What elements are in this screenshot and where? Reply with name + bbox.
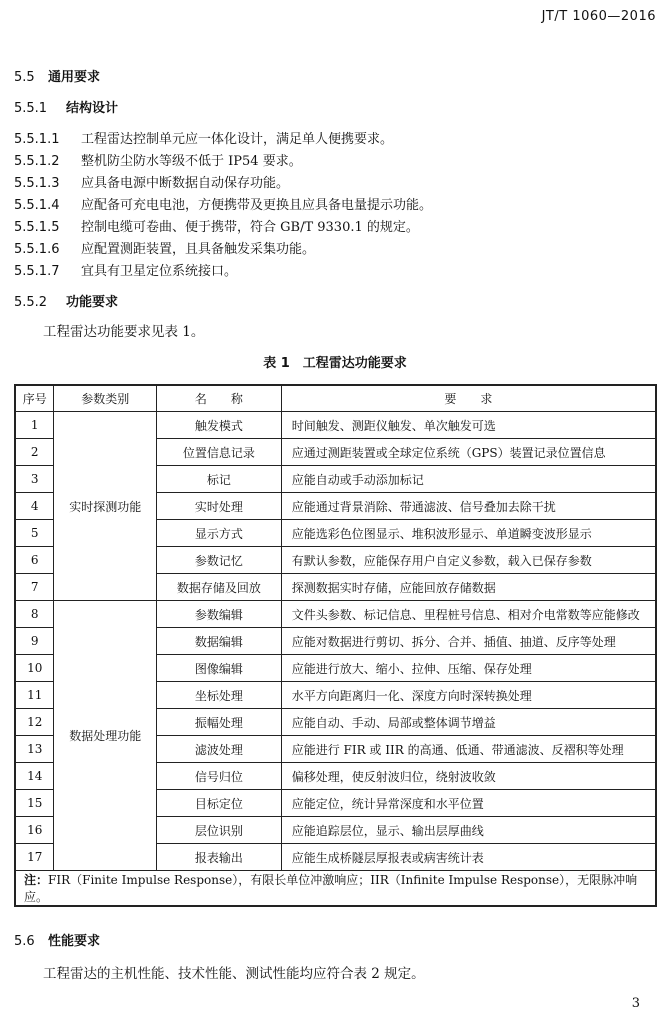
clause-number: 5.5.1.5: [14, 220, 60, 235]
section-title: 性能要求: [48, 934, 101, 949]
clause-5-5-1-5: [14, 216, 419, 235]
clause-number: 5.5.1.1: [14, 132, 60, 147]
name-cell: 坐标处理: [157, 682, 282, 709]
section-5-5-heading: [14, 66, 100, 85]
seq-cell: 16: [15, 817, 54, 844]
seq-cell: 2: [15, 439, 54, 466]
table-note: [15, 871, 656, 907]
section-5-6-heading: [14, 930, 100, 949]
requirement-cell: 应能对数据进行剪切、拆分、合并、插值、抽道、反序等处理: [281, 628, 656, 655]
section-5-5-2-heading: [14, 291, 118, 310]
seq-cell: 15: [15, 790, 54, 817]
table-header-row: [15, 385, 656, 412]
table-caption: 表 1 工程雷达功能要求: [263, 356, 407, 371]
requirement-cell: 探测数据实时存储，应能回放存储数据: [281, 574, 656, 601]
name-cell: 信号归位: [157, 763, 282, 790]
section-5-5-1-heading: [14, 97, 118, 116]
requirement-cell: 应能进行 FIR 或 IIR 的高通、低通、带通滤波、反褶积等处理: [281, 736, 656, 763]
section-number: 5.5: [14, 70, 35, 85]
requirement-cell: 偏移处理，使反射波归位，绕射波收敛: [281, 763, 656, 790]
requirement-cell: 应能定位，统计异常深度和水平位置: [281, 790, 656, 817]
seq-cell: 11: [15, 682, 54, 709]
seq-cell: 14: [15, 763, 54, 790]
seq-cell: 3: [15, 466, 54, 493]
header-category: 参数类别: [54, 385, 157, 412]
requirement-cell: 时间触发、测距仪触发、单次触发可选: [281, 412, 656, 439]
name-cell: 图像编辑: [157, 655, 282, 682]
note-label: 注：: [24, 873, 49, 887]
requirement-cell: 应能追踪层位，显示、输出层厚曲线: [281, 817, 656, 844]
seq-cell: 4: [15, 493, 54, 520]
clause-text: 应具备电源中断数据自动保存功能。: [81, 176, 290, 191]
name-cell: 层位识别: [157, 817, 282, 844]
section-number: 5.5.2: [14, 295, 48, 310]
function-intro-paragraph: 工程雷达功能要求见表 1。: [43, 324, 205, 340]
section-number: 5.6: [14, 934, 35, 949]
header-requirement: 要 求: [281, 385, 656, 412]
name-cell: 参数记忆: [157, 547, 282, 574]
seq-cell: 9: [15, 628, 54, 655]
clause-5-5-1-6: [14, 238, 315, 257]
clause-number: 5.5.1.2: [14, 154, 60, 169]
function-requirements-table: [14, 384, 657, 907]
name-cell: 振幅处理: [157, 709, 282, 736]
header-seq: 序号: [15, 385, 54, 412]
page-number: 3: [631, 996, 640, 1011]
clause-5-5-1-7: [14, 260, 237, 279]
clause-text: 工程雷达控制单元应一体化设计，满足单人便携要求。: [81, 132, 394, 147]
name-cell: 显示方式: [157, 520, 282, 547]
name-cell: 数据编辑: [157, 628, 282, 655]
name-cell: 位置信息记录: [157, 439, 282, 466]
seq-cell: 5: [15, 520, 54, 547]
requirement-cell: 应能通过背景消除、带通滤波、信号叠加去除干扰: [281, 493, 656, 520]
seq-cell: 7: [15, 574, 54, 601]
name-cell: 目标定位: [157, 790, 282, 817]
seq-cell: 1: [15, 412, 54, 439]
seq-cell: 6: [15, 547, 54, 574]
requirement-cell: 应能自动、手动、局部或整体调节增益: [281, 709, 656, 736]
clause-5-5-1-2: [14, 150, 302, 169]
seq-cell: 12: [15, 709, 54, 736]
clause-text: 应配备可充电电池，方便携带及更换且应具备电量提示功能。: [81, 198, 433, 213]
clause-number: 5.5.1.6: [14, 242, 60, 257]
table-note-row: [15, 871, 656, 907]
standard-id-header: JT/T 1060—2016: [541, 9, 656, 24]
clause-text: 控制电缆可卷曲、便于携带，符合 GB/T 9330.1 的规定。: [81, 220, 419, 235]
seq-cell: 10: [15, 655, 54, 682]
name-cell: 实时处理: [157, 493, 282, 520]
category-cell: 数据处理功能: [54, 601, 157, 871]
category-cell: 实时探测功能: [54, 412, 157, 601]
performance-intro-paragraph: 工程雷达的主机性能、技术性能、测试性能均应符合表 2 规定。: [43, 966, 425, 982]
section-title: 功能要求: [66, 295, 119, 310]
clause-text: 整机防尘防水等级不低于 IP54 要求。: [81, 154, 302, 169]
name-cell: 标记: [157, 466, 282, 493]
requirement-cell: 应能自动或手动添加标记: [281, 466, 656, 493]
section-title: 通用要求: [48, 70, 101, 85]
clause-text: 应配置测距装置，且具备触发采集功能。: [81, 242, 316, 257]
table-row: [15, 601, 656, 628]
note-text: FIR（Finite Impulse Response），有限长单位冲激响应；IIR（Infinite Impulse Response），无限脉冲响应。: [24, 873, 638, 904]
clause-5-5-1-3: [14, 172, 289, 191]
requirement-cell: 应能进行放大、缩小、拉伸、压缩、保存处理: [281, 655, 656, 682]
clause-number: 5.5.1.4: [14, 198, 60, 213]
section-number: 5.5.1: [14, 101, 48, 116]
header-name: 名 称: [157, 385, 282, 412]
clause-number: 5.5.1.7: [14, 264, 60, 279]
table-row: [15, 412, 656, 439]
requirement-cell: 应能选彩色位图显示、堆积波形显示、单道瞬变波形显示: [281, 520, 656, 547]
section-title: 结构设计: [66, 101, 119, 116]
clause-5-5-1-1: [14, 128, 393, 147]
requirement-cell: 应能生成桥隧层厚报表或病害统计表: [281, 844, 656, 871]
clause-number: 5.5.1.3: [14, 176, 60, 191]
requirement-cell: 应通过测距装置或全球定位系统（GPS）装置记录位置信息: [281, 439, 656, 466]
name-cell: 参数编辑: [157, 601, 282, 628]
seq-cell: 17: [15, 844, 54, 871]
name-cell: 触发模式: [157, 412, 282, 439]
requirement-cell: 水平方向距离归一化、深度方向时深转换处理: [281, 682, 656, 709]
name-cell: 数据存储及回放: [157, 574, 282, 601]
seq-cell: 13: [15, 736, 54, 763]
name-cell: 滤波处理: [157, 736, 282, 763]
clause-5-5-1-4: [14, 194, 432, 213]
requirement-cell: 有默认参数，应能保存用户自定义参数，载入已保存参数: [281, 547, 656, 574]
name-cell: 报表输出: [157, 844, 282, 871]
seq-cell: 8: [15, 601, 54, 628]
requirement-cell: 文件头参数、标记信息、里程桩号信息、相对介电常数等应能修改: [281, 601, 656, 628]
clause-text: 宜具有卫星定位系统接口。: [81, 264, 238, 279]
